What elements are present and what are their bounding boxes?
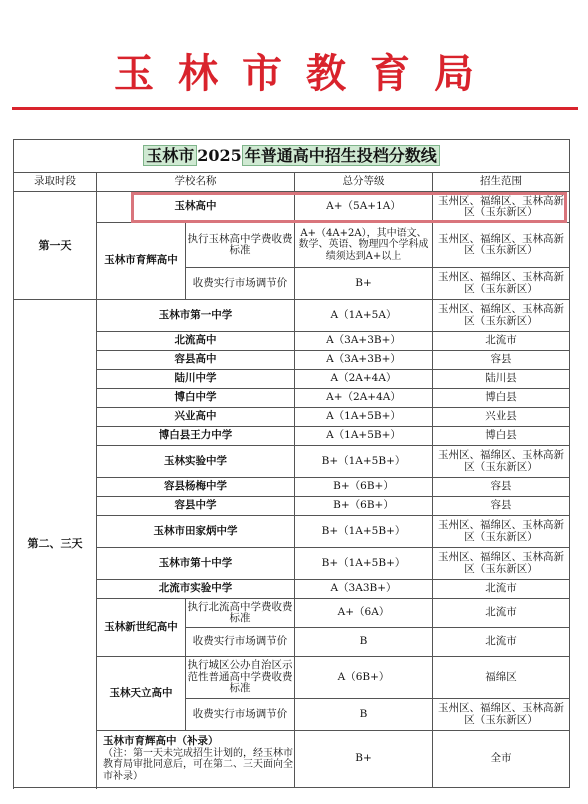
bureau-title: 玉林市教育局 bbox=[114, 50, 498, 97]
area-cell: 玉州区、福绵区、玉林高新区（玉东新区） bbox=[433, 446, 570, 478]
table-row bbox=[14, 408, 570, 427]
grade-cell: A（1A+5B+） bbox=[295, 427, 433, 446]
school-name: 博白中学 bbox=[97, 389, 295, 408]
school-name: 玉林高中 bbox=[97, 192, 295, 223]
table-row bbox=[14, 223, 570, 268]
table-row bbox=[14, 300, 570, 332]
school-name: 北流市实验中学 bbox=[97, 580, 295, 599]
school-name: 陆川中学 bbox=[97, 370, 295, 389]
col-header-grade: 总分等级 bbox=[295, 173, 433, 192]
grade-cell: A（3A+3B+） bbox=[295, 332, 433, 351]
area-cell: 容县 bbox=[433, 351, 570, 370]
area-cell: 兴业县 bbox=[433, 408, 570, 427]
area-cell: 福绵区 bbox=[433, 657, 570, 699]
school-name: 玉林天立高中 bbox=[97, 657, 186, 731]
table-row bbox=[14, 731, 570, 788]
area-cell: 玉州区、福绵区、玉林高新区（玉东新区） bbox=[433, 192, 570, 223]
table-row bbox=[14, 446, 570, 478]
admission-table bbox=[13, 139, 570, 788]
track-cell: 收费实行市场调节价 bbox=[186, 268, 295, 300]
col-header-area: 招生范围 bbox=[433, 173, 570, 192]
school-name: 北流高中 bbox=[97, 332, 295, 351]
school-name: 容县高中 bbox=[97, 351, 295, 370]
school-name: 玉林新世纪高中 bbox=[97, 599, 186, 657]
grade-cell: B+ bbox=[295, 731, 433, 788]
grade-cell: A（3A+3B+） bbox=[295, 351, 433, 370]
track-cell: 收费实行市场调节价 bbox=[186, 699, 295, 731]
col-header-school: 学校名称 bbox=[97, 173, 295, 192]
area-cell: 玉州区、福绵区、玉林高新区（玉东新区） bbox=[433, 548, 570, 580]
grade-cell: B bbox=[295, 699, 433, 731]
school-name: 兴业高中 bbox=[97, 408, 295, 427]
area-cell: 北流市 bbox=[433, 599, 570, 628]
supplement-title: 玉林市育辉高中（补录） bbox=[103, 735, 219, 747]
table-row bbox=[14, 370, 570, 389]
table-row bbox=[14, 332, 570, 351]
area-cell: 玉州区、福绵区、玉林高新区（玉东新区） bbox=[433, 223, 570, 268]
grade-cell: A+（5A+1A） bbox=[295, 192, 433, 223]
grade-cell: A（2A+4A） bbox=[295, 370, 433, 389]
grade-cell: B+（6B+） bbox=[295, 478, 433, 497]
table-row bbox=[14, 657, 570, 699]
table-row bbox=[14, 427, 570, 446]
table-row bbox=[14, 599, 570, 628]
track-cell: 收费实行市场调节价 bbox=[186, 628, 295, 657]
area-cell: 玉州区、福绵区、玉林高新区（玉东新区） bbox=[433, 516, 570, 548]
grade-cell: A（1A+5A） bbox=[295, 300, 433, 332]
school-name: 玉林实验中学 bbox=[97, 446, 295, 478]
table-row bbox=[14, 351, 570, 370]
area-cell: 博白县 bbox=[433, 427, 570, 446]
table-row bbox=[14, 389, 570, 408]
table-caption bbox=[14, 140, 570, 173]
supplement-note: （注：第一天未完成招生计划的，经玉林市教育局审批同意后，可在第二、三天面向全市补录） bbox=[103, 747, 293, 782]
grade-cell: A+（4A+2A），其中语文、数学、英语、物理四个学科成绩须达到A+以上 bbox=[295, 223, 433, 268]
grade-cell: B+（1A+5B+） bbox=[295, 446, 433, 478]
area-cell: 容县 bbox=[433, 478, 570, 497]
track-cell: 执行玉林高中学费收费标准 bbox=[186, 223, 295, 268]
area-cell: 玉州区、福绵区、玉林高新区（玉东新区） bbox=[433, 699, 570, 731]
school-name: 容县中学 bbox=[97, 497, 295, 516]
school-name: 玉林市田家炳中学 bbox=[97, 516, 295, 548]
area-cell: 容县 bbox=[433, 497, 570, 516]
area-cell: 玉州区、福绵区、玉林高新区（玉东新区） bbox=[433, 268, 570, 300]
grade-cell: A（3A3B+） bbox=[295, 580, 433, 599]
table-row bbox=[14, 580, 570, 599]
grade-cell: A（1A+5B+） bbox=[295, 408, 433, 427]
grade-cell: A+（6A） bbox=[295, 599, 433, 628]
area-cell: 北流市 bbox=[433, 580, 570, 599]
area-cell: 博白县 bbox=[433, 389, 570, 408]
grade-cell: B+ bbox=[295, 268, 433, 300]
area-cell: 全市 bbox=[433, 731, 570, 788]
school-name: 博白县王力中学 bbox=[97, 427, 295, 446]
table-row bbox=[14, 497, 570, 516]
header-rule bbox=[12, 107, 578, 110]
table-row bbox=[14, 192, 570, 223]
school-name: 玉林市第一中学 bbox=[97, 300, 295, 332]
track-cell: 执行北流高中学费收费标准 bbox=[186, 599, 295, 628]
table-row bbox=[14, 516, 570, 548]
caption-part1: 玉林市 bbox=[143, 145, 197, 166]
round-first: 第一天 bbox=[14, 192, 97, 300]
round-second: 第二、三天 bbox=[14, 300, 97, 788]
track-cell: 执行城区公办自治区示范性普通高中学费收费标准 bbox=[186, 657, 295, 699]
school-name: 容县杨梅中学 bbox=[97, 478, 295, 497]
school-name: 玉林市育辉高中 bbox=[97, 223, 186, 300]
grade-cell: A+（2A+4A） bbox=[295, 389, 433, 408]
caption-part2: 年普通高中招生投档分数线 bbox=[242, 145, 440, 166]
area-cell: 陆川县 bbox=[433, 370, 570, 389]
grade-cell: B+（6B+） bbox=[295, 497, 433, 516]
area-cell: 北流市 bbox=[433, 628, 570, 657]
grade-cell: B+（1A+5B+） bbox=[295, 516, 433, 548]
col-header-round: 录取时段 bbox=[14, 173, 97, 192]
grade-cell: B+（1A+5B+） bbox=[295, 548, 433, 580]
supplement-cell bbox=[97, 731, 295, 788]
grade-cell: B bbox=[295, 628, 433, 657]
grade-cell: A（6B+） bbox=[295, 657, 433, 699]
table-row bbox=[14, 548, 570, 580]
caption-year: 2025 bbox=[197, 146, 242, 166]
area-cell: 北流市 bbox=[433, 332, 570, 351]
school-name: 玉林市第十中学 bbox=[97, 548, 295, 580]
area-cell: 玉州区、福绵区、玉林高新区（玉东新区） bbox=[433, 300, 570, 332]
table-row bbox=[14, 478, 570, 497]
